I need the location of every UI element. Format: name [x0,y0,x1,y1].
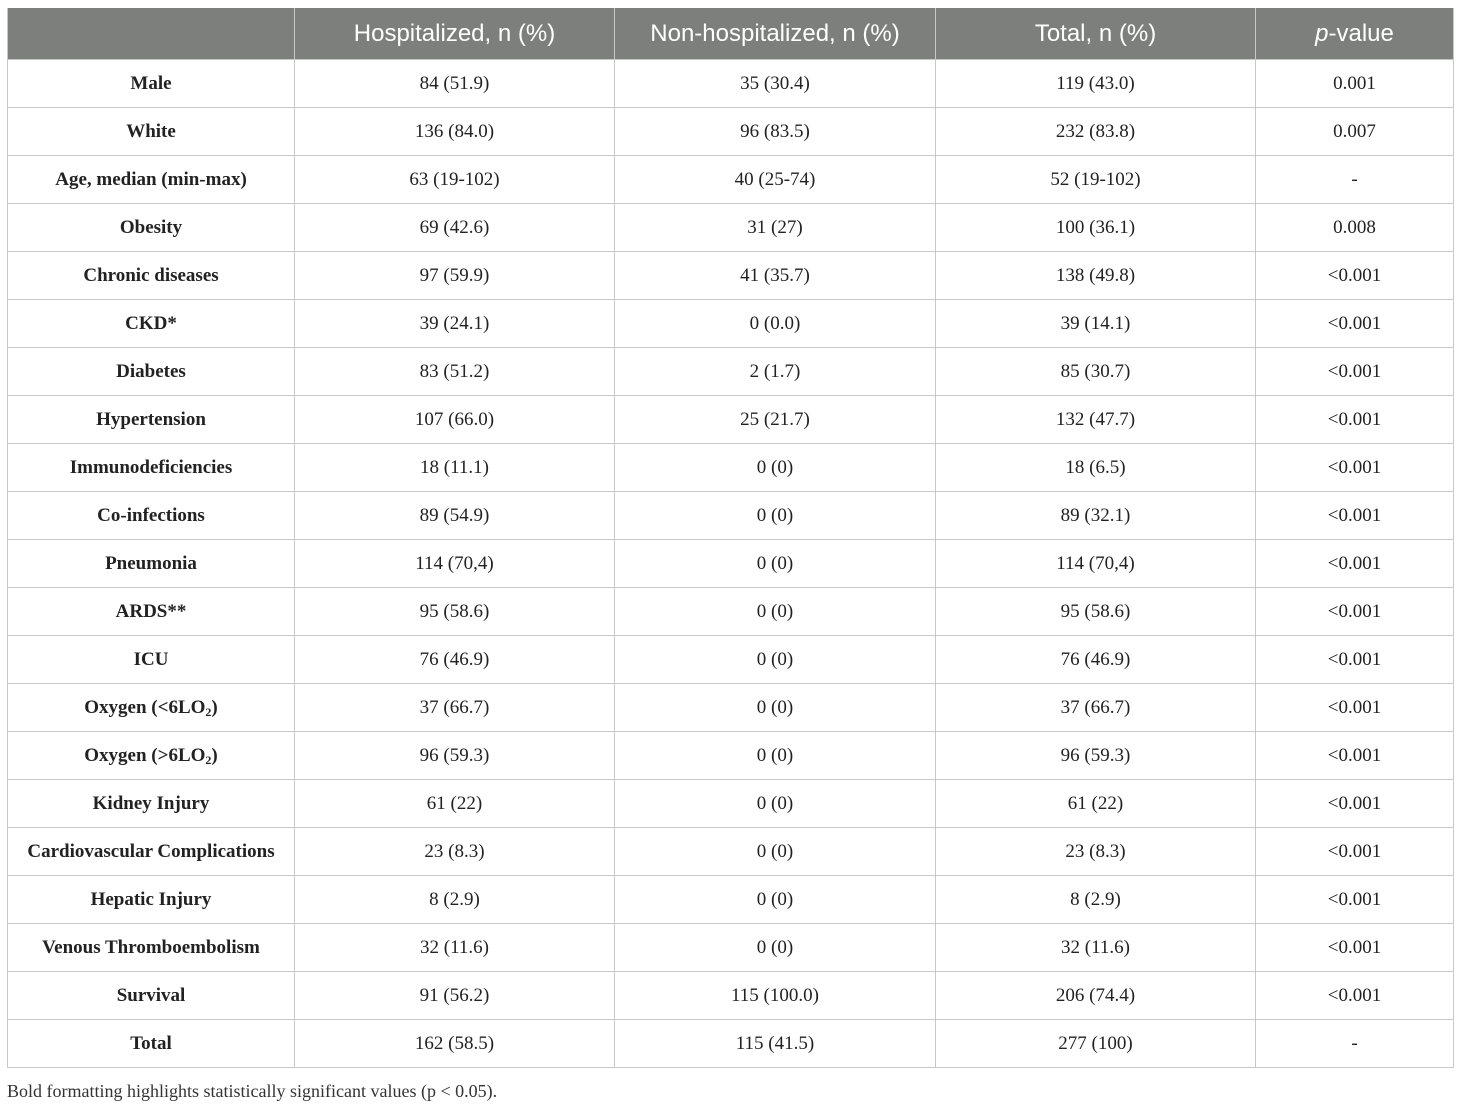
cell-total: 206 (74.4) [936,972,1256,1020]
cell-hospitalized: 63 (19-102) [295,156,615,204]
header-row [8,8,1454,60]
cell-p-value: - [1256,156,1454,204]
cell-hospitalized: 8 (2.9) [295,876,615,924]
cell-non-hospitalized: 0 (0) [615,684,936,732]
row-label: Age, median (min-max) [8,156,295,204]
cell-hospitalized: 32 (11.6) [295,924,615,972]
table-row [8,780,1454,828]
row-label: White [8,108,295,156]
row-label: Male [8,60,295,108]
row-label: ARDS** [8,588,295,636]
row-label-subscript: 2 [205,704,212,719]
cell-hospitalized: 37 (66.7) [295,684,615,732]
cell-total: 132 (47.7) [936,396,1256,444]
row-label-text: Oxygen (<6LO [84,696,206,718]
row-label: Cardiovascular Complications [8,828,295,876]
cell-p-value: 0.008 [1256,204,1454,252]
row-label-close: ) [211,744,218,766]
cell-hospitalized: 162 (58.5) [295,1020,615,1068]
cell-non-hospitalized: 31 (27) [615,204,936,252]
cell-p-value: 0.001 [1256,60,1454,108]
row-label: Chronic diseases [8,252,295,300]
cell-non-hospitalized: 0 (0.0) [615,300,936,348]
header-p-suffix: -value [1328,19,1394,47]
table-row [8,972,1454,1020]
header-hospitalized: Hospitalized, n (%) [295,8,615,60]
row-label: Diabetes [8,348,295,396]
cell-total: 96 (59.3) [936,732,1256,780]
cell-total: 23 (8.3) [936,828,1256,876]
cell-p-value: <0.001 [1256,780,1454,828]
row-label: ICU [8,636,295,684]
row-label: Co-infections [8,492,295,540]
cell-p-value: <0.001 [1256,492,1454,540]
row-label: Obesity [8,204,295,252]
cell-p-value: <0.001 [1256,972,1454,1020]
table-row [8,492,1454,540]
cell-total: 39 (14.1) [936,300,1256,348]
cell-total: 37 (66.7) [936,684,1256,732]
cell-p-value: <0.001 [1256,396,1454,444]
cell-non-hospitalized: 115 (100.0) [615,972,936,1020]
cell-non-hospitalized: 0 (0) [615,444,936,492]
cell-hospitalized: 83 (51.2) [295,348,615,396]
cell-p-value: <0.001 [1256,348,1454,396]
cell-hospitalized: 18 (11.1) [295,444,615,492]
cell-p-value: <0.001 [1256,300,1454,348]
cell-p-value: <0.001 [1256,444,1454,492]
table-body [8,60,1454,1068]
cell-non-hospitalized: 0 (0) [615,876,936,924]
cell-total: 18 (6.5) [936,444,1256,492]
cell-hospitalized: 84 (51.9) [295,60,615,108]
cell-total: 52 (19-102) [936,156,1256,204]
table-row [8,252,1454,300]
cell-non-hospitalized: 0 (0) [615,780,936,828]
cell-p-value: <0.001 [1256,588,1454,636]
cell-p-value: <0.001 [1256,876,1454,924]
table-row [8,924,1454,972]
header-total: Total, n (%) [936,8,1256,60]
row-label: Hypertension [8,396,295,444]
cell-total: 119 (43.0) [936,60,1256,108]
cell-p-value: - [1256,1020,1454,1068]
row-label-subscript: 2 [205,752,212,767]
cell-total: 32 (11.6) [936,924,1256,972]
cell-total: 114 (70,4) [936,540,1256,588]
table-row [8,828,1454,876]
cell-hospitalized: 89 (54.9) [295,492,615,540]
cell-non-hospitalized: 96 (83.5) [615,108,936,156]
row-label: Total [8,1020,295,1068]
cell-p-value: <0.001 [1256,636,1454,684]
cell-total: 100 (36.1) [936,204,1256,252]
cell-hospitalized: 96 (59.3) [295,732,615,780]
cell-hospitalized: 136 (84.0) [295,108,615,156]
cell-non-hospitalized: 2 (1.7) [615,348,936,396]
table-row [8,684,1454,732]
cell-hospitalized: 23 (8.3) [295,828,615,876]
table-row [8,396,1454,444]
cell-non-hospitalized: 0 (0) [615,540,936,588]
cell-total: 95 (58.6) [936,588,1256,636]
row-label [8,732,295,780]
cell-total: 89 (32.1) [936,492,1256,540]
cell-hospitalized: 97 (59.9) [295,252,615,300]
table-row [8,300,1454,348]
row-label: Pneumonia [8,540,295,588]
cell-non-hospitalized: 0 (0) [615,828,936,876]
table-row [8,1020,1454,1068]
data-table-container [7,8,1453,1068]
cell-total: 76 (46.9) [936,636,1256,684]
table-footnote: Bold formatting highlights statistically significant values (p < 0.05). [7,1081,498,1101]
cell-non-hospitalized: 0 (0) [615,636,936,684]
table-row [8,348,1454,396]
table-row [8,60,1454,108]
cell-non-hospitalized: 0 (0) [615,732,936,780]
cell-p-value: 0.007 [1256,108,1454,156]
cell-p-value: <0.001 [1256,252,1454,300]
cell-total: 8 (2.9) [936,876,1256,924]
cell-non-hospitalized: 41 (35.7) [615,252,936,300]
table-row [8,204,1454,252]
cell-non-hospitalized: 0 (0) [615,492,936,540]
cell-total: 85 (30.7) [936,348,1256,396]
cell-total: 138 (49.8) [936,252,1256,300]
table-row [8,540,1454,588]
cell-hospitalized: 91 (56.2) [295,972,615,1020]
cell-non-hospitalized: 115 (41.5) [615,1020,936,1068]
cell-p-value: <0.001 [1256,684,1454,732]
row-label: Venous Thromboembolism [8,924,295,972]
row-label: CKD* [8,300,295,348]
header-p-value [1256,8,1454,60]
cell-hospitalized: 69 (42.6) [295,204,615,252]
row-label [8,684,295,732]
table-row [8,108,1454,156]
row-label-close: ) [211,696,218,718]
row-label-text: Oxygen (>6LO [84,744,206,766]
table-row [8,732,1454,780]
table-row [8,636,1454,684]
cell-non-hospitalized: 35 (30.4) [615,60,936,108]
cell-total: 61 (22) [936,780,1256,828]
cell-hospitalized: 114 (70,4) [295,540,615,588]
cell-hospitalized: 39 (24.1) [295,300,615,348]
table-header [8,8,1454,60]
cell-total: 277 (100) [936,1020,1256,1068]
cell-total: 232 (83.8) [936,108,1256,156]
row-label: Hepatic Injury [8,876,295,924]
cell-non-hospitalized: 0 (0) [615,588,936,636]
cell-non-hospitalized: 0 (0) [615,924,936,972]
cell-non-hospitalized: 25 (21.7) [615,396,936,444]
table-row [8,588,1454,636]
results-table [7,8,1454,1068]
table-row [8,876,1454,924]
header-non-hospitalized: Non-hospitalized, n (%) [615,8,936,60]
cell-p-value: <0.001 [1256,540,1454,588]
row-label: Kidney Injury [8,780,295,828]
cell-hospitalized: 107 (66.0) [295,396,615,444]
cell-hospitalized: 95 (58.6) [295,588,615,636]
cell-p-value: <0.001 [1256,732,1454,780]
table-row [8,444,1454,492]
cell-p-value: <0.001 [1256,924,1454,972]
cell-hospitalized: 76 (46.9) [295,636,615,684]
header-p-italic: p [1315,19,1329,47]
row-label: Survival [8,972,295,1020]
cell-hospitalized: 61 (22) [295,780,615,828]
table-row [8,156,1454,204]
cell-non-hospitalized: 40 (25-74) [615,156,936,204]
cell-p-value: <0.001 [1256,828,1454,876]
row-label: Immunodeficiencies [8,444,295,492]
header-variable [8,8,295,60]
